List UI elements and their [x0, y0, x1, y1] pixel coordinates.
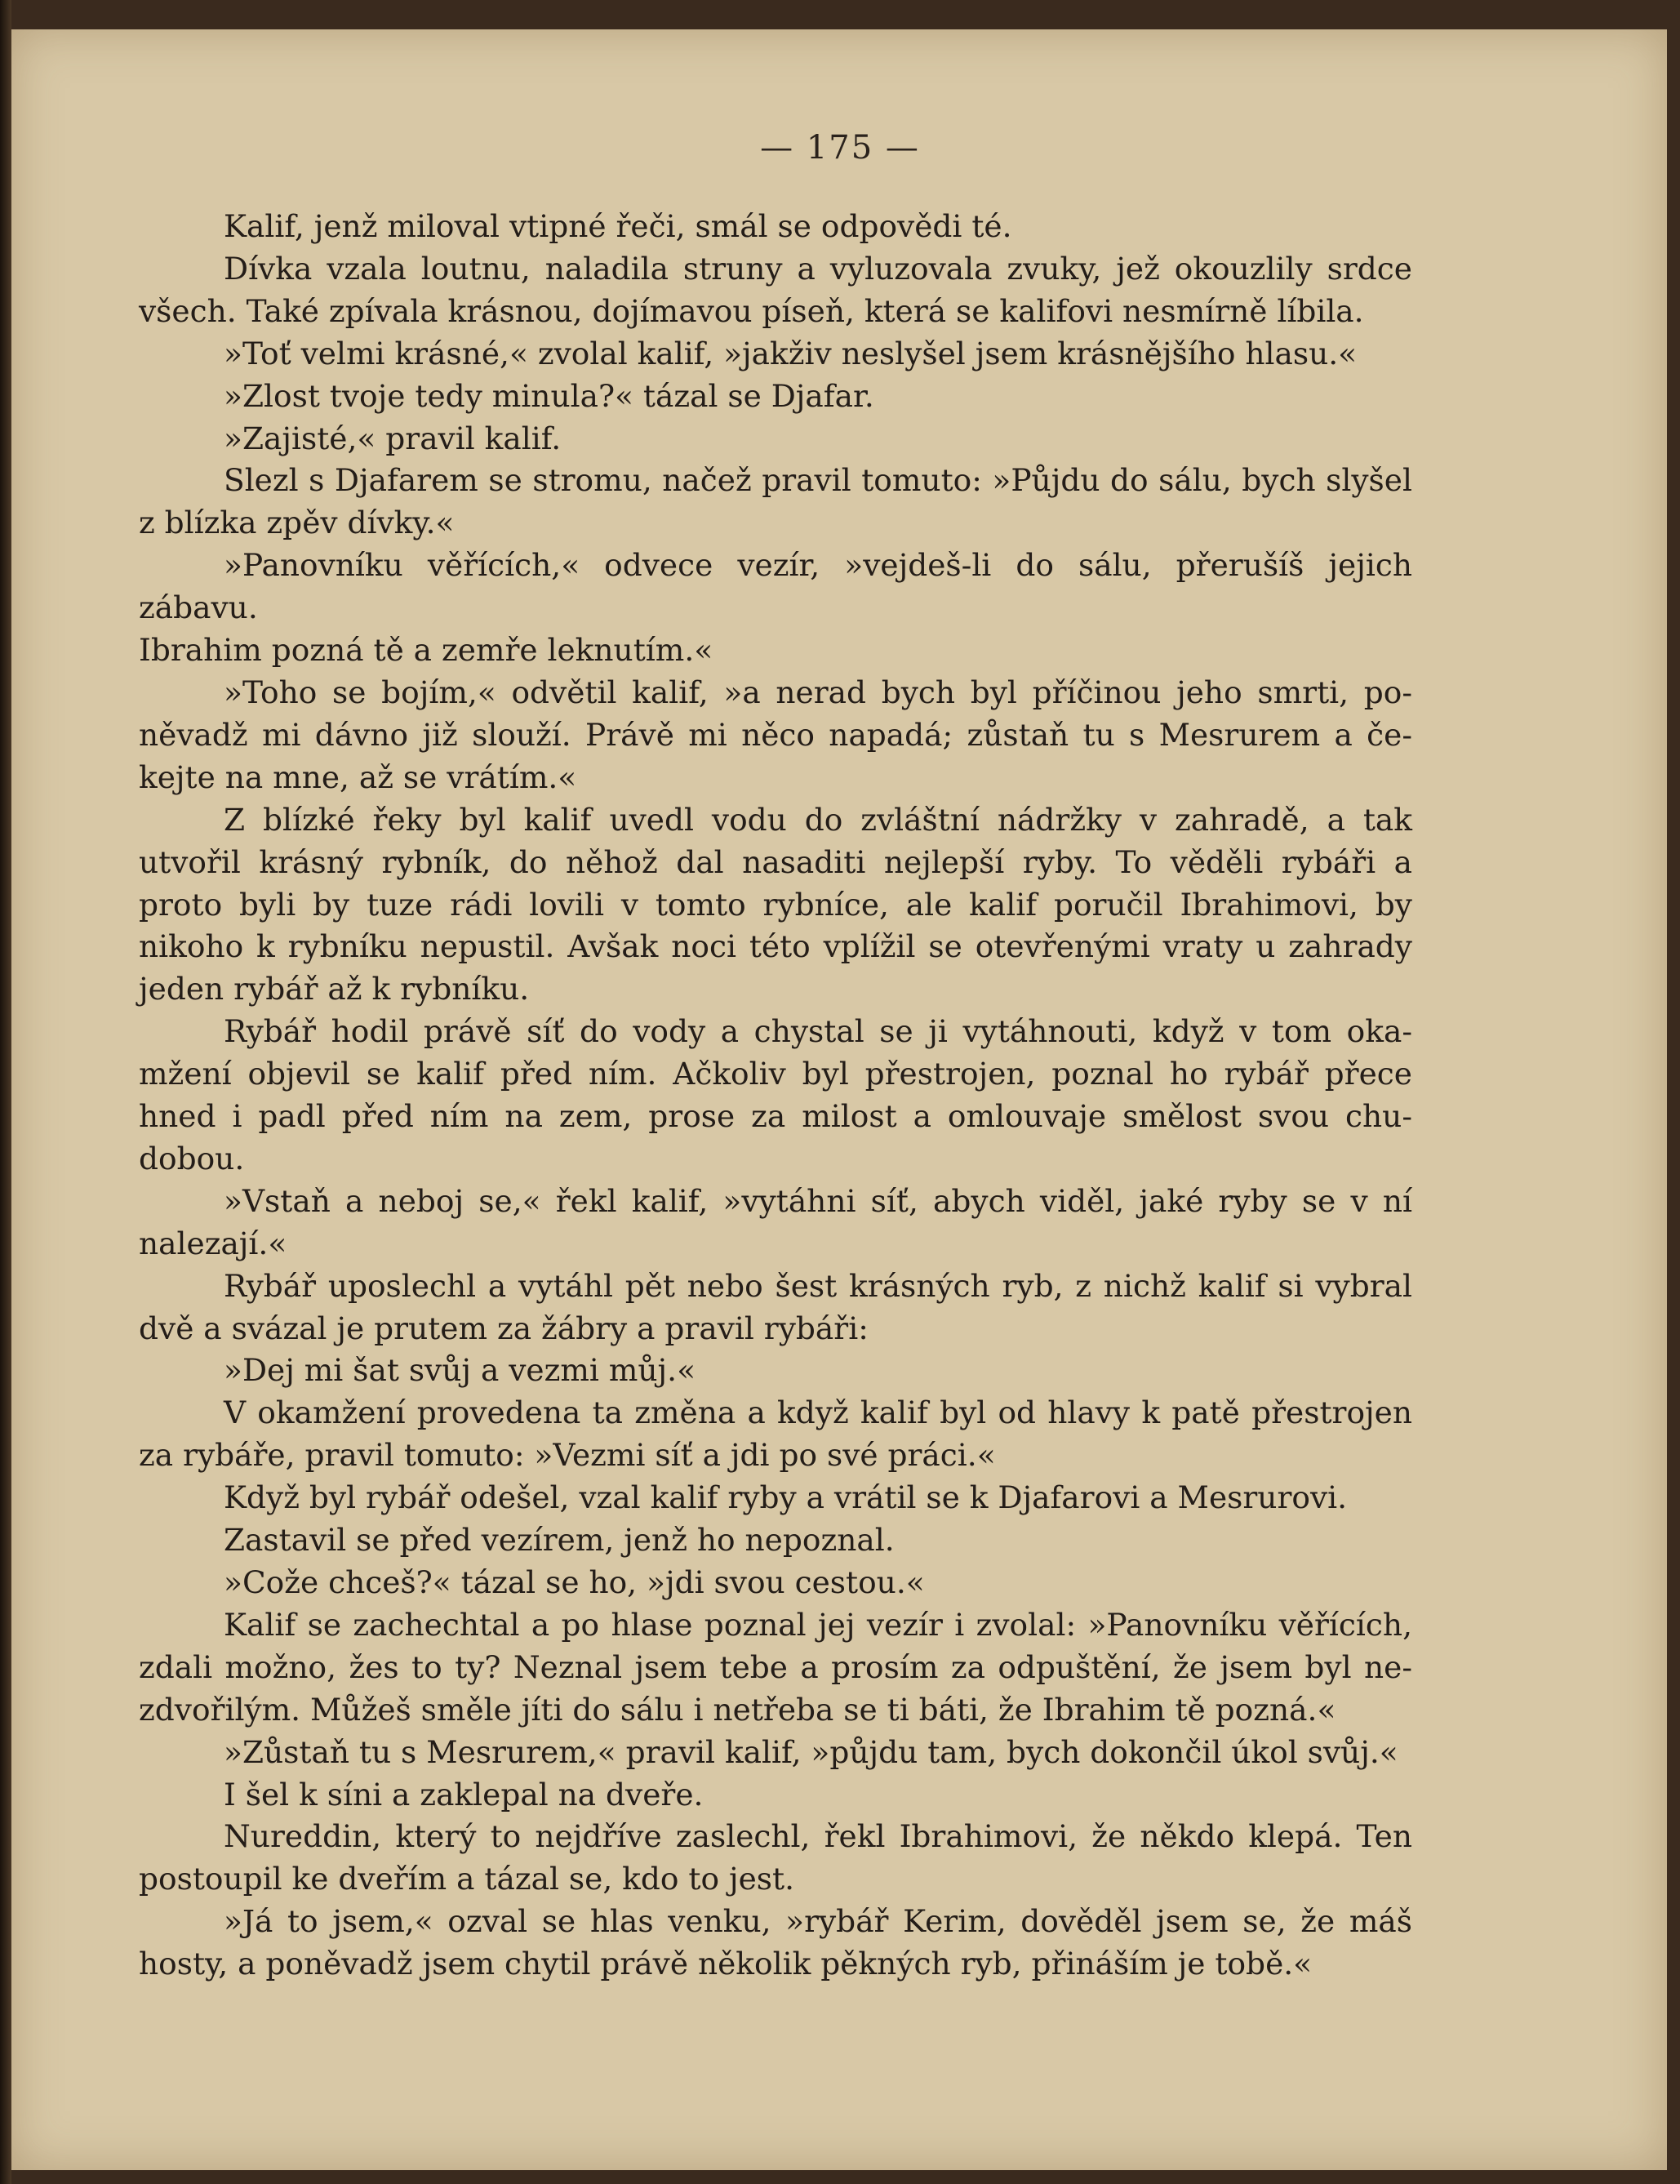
text-line: »Vstaň a neboj se,« řekl kalif, »vytáhni síť, abych viděl, jaké ryby se v ní — [224, 1182, 1412, 1219]
text-line: kejte na mne, až se vrátím.« — [139, 758, 577, 795]
text-line: zdvořilým. Můžeš směle jíti do sálu i netřeba se ti báti, že Ibrahim tě pozná.« — [139, 1691, 1336, 1728]
text-line: dobou. — [139, 1140, 245, 1177]
text-line: za rybáře, pravil tomuto: »Vezmi síť a jdi po své práci.« — [139, 1437, 996, 1474]
text-line: Rybář hodil právě síť do vody a chystal se ji vytáhnouti, když v tom oka- — [224, 1013, 1412, 1050]
text-line: nalezají.« — [139, 1225, 287, 1261]
text-line: hosty, a poněvadž jsem chytil právě několik pěkných ryb, přináším je tobě.« — [139, 1946, 1313, 1982]
text-line: proto byli by tuze rádi lovili v tomto rybníce, ale kalif poručil Ibrahimovi, by — [139, 886, 1412, 923]
text-line: jeden rybář až k rybníku. — [139, 971, 530, 1007]
text-line: všech. Také zpívala krásnou, dojímavou píseň, která se kalifovi nesmírně líbila. — [139, 292, 1364, 329]
text-line: Když byl rybář odešel, vzal kalif ryby a vrátil se k Djafarovi a Mesrurovi. — [224, 1479, 1348, 1516]
text-line: V okamžení provedena ta změna a když kalif byl od hlavy k patě přestrojen — [224, 1394, 1412, 1431]
text-line: něvadž mi dávno již slouží. Právě mi něco napadá; zůstaň tu s Mesrurem a če- — [139, 716, 1412, 753]
text-line: »Panovníku věřících,« odvece vezír, »vejdeš-li do sálu, přerušíš jejich zábavu. — [139, 547, 1412, 626]
text-line: Kalif se zachechtal a po hlase poznal jej vezír i zvolal: »Panovníku věřících, — [224, 1606, 1412, 1643]
text-line: »Zůstaň tu s Mesrurem,« pravil kalif, »půjdu tam, bych dokončil úkol svůj.« — [224, 1733, 1398, 1770]
text-line: Kalif, jenž miloval vtipné řeči, smál se odpovědi té. — [224, 208, 1012, 244]
text-line: nikoho k rybníku nepustil. Avšak noci této vplížil se otevřenými vraty u zahrady — [139, 928, 1412, 965]
text-line: I šel k síni a zaklepal na dveře. — [224, 1776, 704, 1813]
text-line: mžení objevil se kalif před ním. Ačkoliv byl přestrojen, poznal ho rybář přece — [139, 1056, 1412, 1092]
text-line: utvořil krásný rybník, do něhož dal nasaditi nejlepší ryby. To věděli rybáři a — [139, 843, 1412, 880]
text-line: z blízka zpěv dívky.« — [139, 505, 455, 541]
text-line: »Dej mi šat svůj a vezmi můj.« — [224, 1352, 696, 1389]
text-line: postoupil ke dveřím a tázal se, kdo to jest. — [139, 1861, 795, 1897]
text-line: Zastavil se před vezírem, jenž ho nepoznal. — [224, 1522, 895, 1559]
text-line: »Zlost tvoje tedy minula?« tázal se Djafar. — [224, 377, 874, 414]
text-line: Z blízké řeky byl kalif uvedl vodu do zvláštní nádržky v zahradě, a tak — [224, 801, 1412, 838]
text-line: »Zajisté,« pravil kalif. — [224, 420, 562, 456]
text-line: hned i padl před ním na zem, prose za milost a omlouvaje smělost svou chu- — [139, 1098, 1412, 1135]
text-line: Dívka vzala loutnu, naladila struny a vyluzovala zvuky, jež okouzlily srdce — [224, 250, 1412, 287]
text-line: dvě a svázal je prutem za žábry a pravil rybáři: — [139, 1310, 869, 1346]
text-line: Ibrahim pozná tě a zemře leknutím.« — [139, 632, 713, 669]
text-line: Rybář uposlechl a vytáhl pět nebo šest krásných ryb, z nichž kalif si vybral — [224, 1267, 1412, 1304]
text-line: zdali možno, žes to ty? Neznal jsem tebe a prosím za odpuštění, že jsem byl ne- — [139, 1648, 1412, 1685]
text-line: »Já to jsem,« ozval se hlas venku, »rybář Kerim, dověděl jsem se, že máš — [224, 1903, 1412, 1940]
text-line: Nureddin, který to nejdříve zaslechl, řekl Ibrahimovi, že někdo klepá. Ten — [224, 1818, 1412, 1855]
text-line: »Toho se bojím,« odvětil kalif, »a nerad bych byl příčinou jeho smrti, po- — [224, 674, 1412, 710]
page-body — [139, 206, 1412, 1986]
text-line: »Cože chceš?« tázal se ho, »jdi svou cestou.« — [224, 1564, 925, 1600]
text-line: Slezl s Djafarem se stromu, načež pravil tomuto: »Půjdu do sálu, bych slyšel — [224, 462, 1412, 499]
page-number: — 175 — — [760, 129, 920, 167]
text-line: »Toť velmi krásné,« zvolal kalif, »jakživ neslyšel jsem krásnějšího hlasu.« — [224, 335, 1358, 371]
book-gutter — [0, 0, 11, 2184]
